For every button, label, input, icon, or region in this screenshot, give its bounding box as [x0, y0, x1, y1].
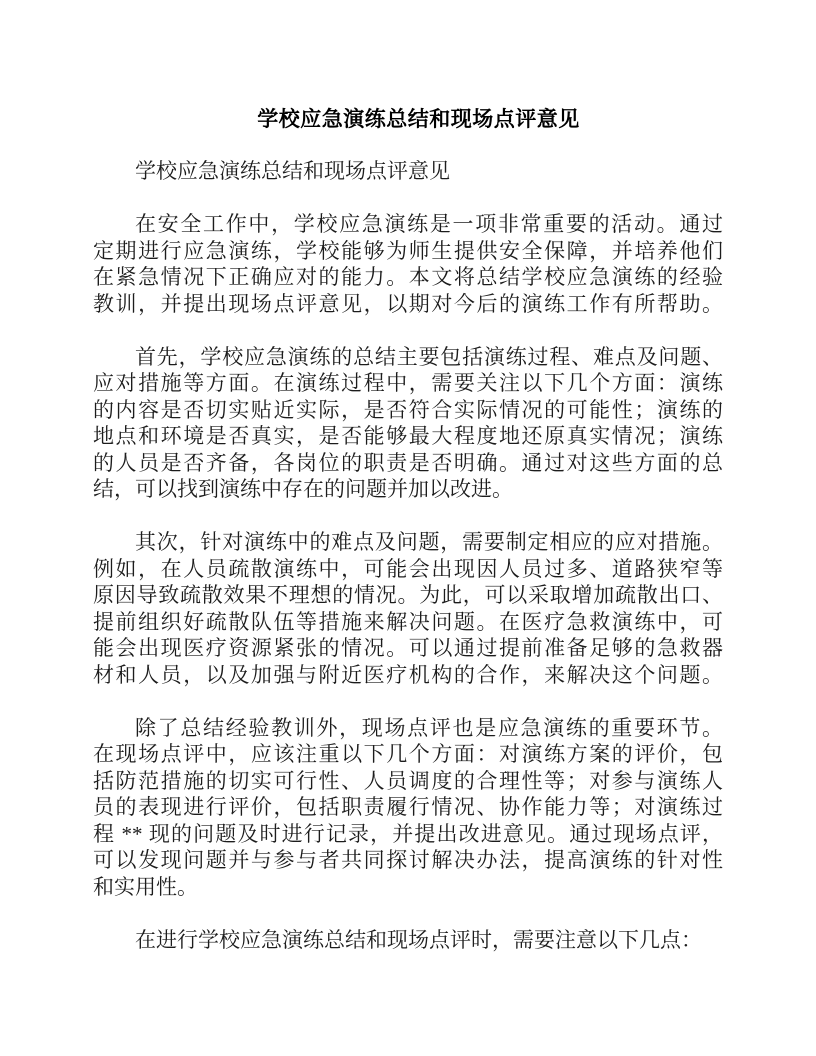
text-line: 应对措施等方面。在演练过程中，需要关注以下几个方面：演练: [93, 371, 723, 395]
paragraph: [93, 158, 723, 185]
text-line: 教训，并提出现场点评意见，以期对今后的演练工作有所帮助。: [93, 291, 723, 316]
document-body: [93, 158, 723, 953]
text-line: 可以发现问题并与参与者共同探讨解决办法，提高演练的针对性: [93, 848, 723, 872]
text-line: 在安全工作中，学校应急演练是一项非常重要的活动。通过: [135, 212, 723, 236]
text-line: 的人员是否齐备，各岗位的职责是否明确。通过对这些方面的总: [93, 450, 723, 475]
text-line: 除了总结经验教训外，现场点评也是应急演练的重要环节。: [135, 715, 723, 740]
paragraph: [93, 211, 723, 317]
paragraph: [93, 344, 723, 503]
paragraph: [93, 529, 723, 688]
text-line: 能会出现医疗资源紧张的情况。可以通过提前准备足够的急救器: [93, 636, 723, 660]
text-line: 在进行学校应急演练总结和现场点评时，需要注意以下几点：: [135, 927, 702, 952]
text-line: 在紧急情况下正确应对的能力。本文将总结学校应急演练的经验: [93, 265, 723, 289]
text-line: 例如，在人员疏散演练中，可能会出现因人员过多、道路狭窄等: [93, 556, 723, 581]
text-line: 地点和环境是否真实，是否能够最大程度地还原真实情况；演练: [93, 424, 723, 448]
paragraph: [93, 927, 723, 954]
text-line: 结，可以找到演练中存在的问题并加以改进。: [93, 477, 513, 501]
text-line: 员的表现进行评价，包括职责履行情况、协作能力等；对演练过: [93, 795, 723, 819]
text-line: 提前组织好疏散队伍等措施来解决问题。在医疗急救演练中，可: [93, 609, 723, 634]
paragraph: [93, 715, 723, 901]
document-title: 学校应急演练总结和现场点评意见: [257, 108, 580, 131]
text-line: 首先，学校应急演练的总结主要包括演练过程、难点及问题、: [135, 344, 723, 369]
text-line: 其次，针对演练中的难点及问题，需要制定相应的应对措施。: [135, 530, 723, 554]
text-line: 在现场点评中，应该注重以下几个方面：对演练方案的评价，包: [93, 742, 723, 766]
text-line: 的内容是否切实贴近实际，是否符合实际情况的可能性；演练的: [93, 397, 723, 422]
text-line: 程 ** 现的问题及时进行记录，并提出改进意见。通过现场点评，: [93, 821, 723, 846]
text-line: 原因导致疏散效果不理想的情况。为此，可以采取增加疏散出口、: [93, 583, 723, 607]
text-line: 定期进行应急演练，学校能够为师生提供安全保障，并培养他们: [93, 238, 723, 263]
document-content: [93, 107, 723, 953]
text-line: 括防范措施的切实可行性、人员调度的合理性等；对参与演练人: [93, 768, 723, 793]
text-line: 材和人员，以及加强与附近医疗机构的合作，来解决这个问题。: [93, 662, 723, 687]
text-line: 和实用性。: [93, 874, 198, 899]
text-line: 学校应急演练总结和现场点评意见: [135, 159, 450, 183]
